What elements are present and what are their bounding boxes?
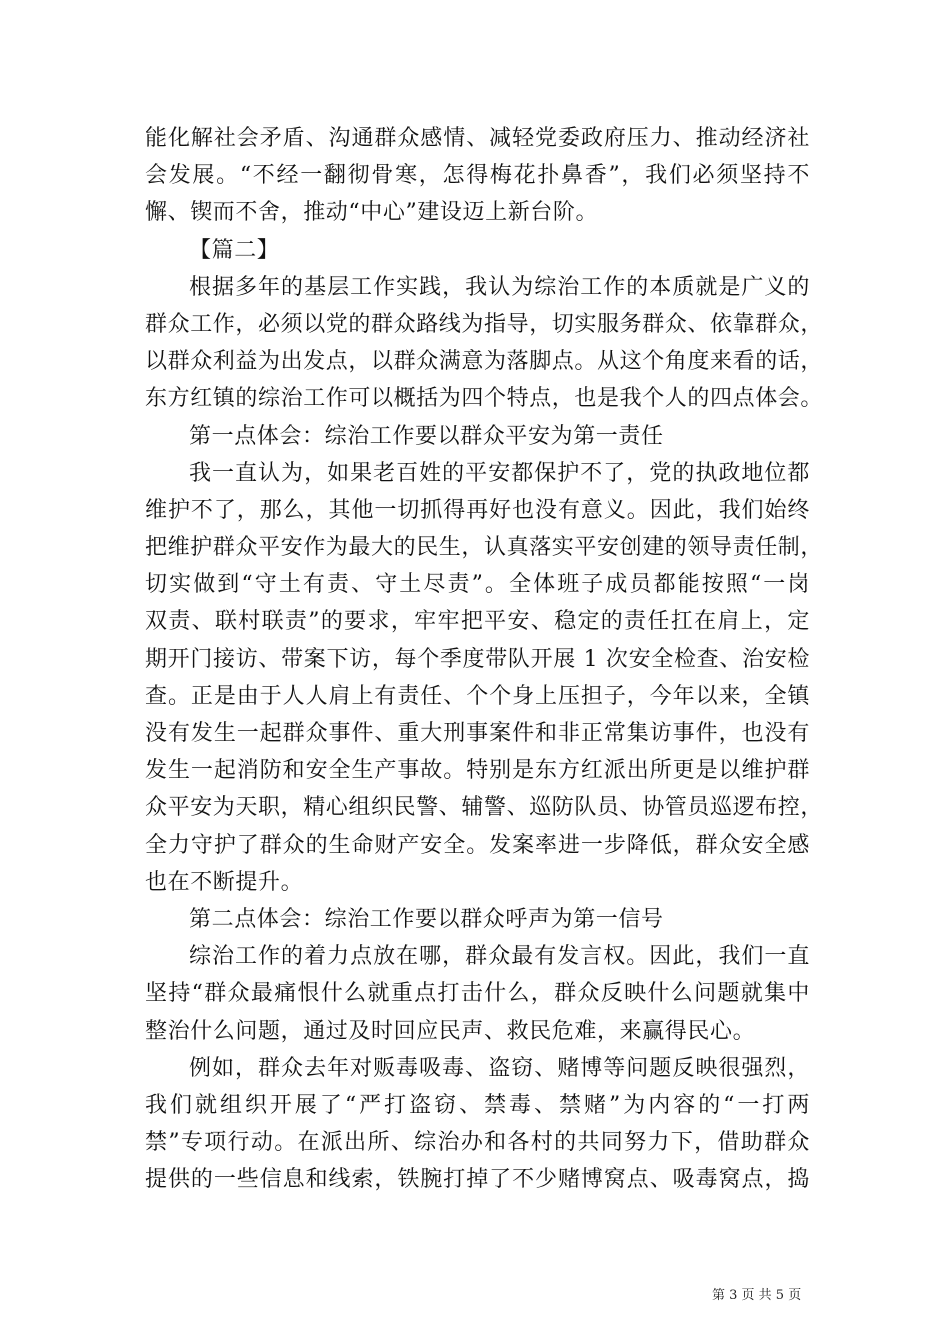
text-line-13: 切实做到“守土有责、守土尽责”。全体班子成员都能按照“一岗 — [145, 572, 810, 598]
text-line-15: 期开门接访、带案下访，每个季度带队开展 1 次安全检查、治安检 — [145, 646, 810, 672]
text-line-3: 懈、锲而不舍，推动“中心”建设迈上新台阶。 — [145, 200, 599, 226]
text-line-25: 整治什么问题，通过及时回应民声、救民危难，来赢得民心。 — [145, 1018, 756, 1044]
text-line-11: 维护不了，那么，其他一切抓得再好也没有意义。因此，我们始终 — [145, 497, 810, 523]
text-line-18: 发生一起消防和安全生产事故。特别是东方红派出所更是以维护群 — [145, 758, 810, 784]
text-line-16: 查。正是由于人人肩上有责任、个个身上压担子，今年以来，全镇 — [145, 683, 810, 709]
text-line-17: 没有发生一起群众事件、重大刑事案件和非正常集访事件，也没有 — [145, 721, 810, 746]
subheading-point-one: 第一点体会：综治工作要以群众平安为第一责任 — [189, 423, 664, 449]
subheading-point-two: 第二点体会：综治工作要以群众呼声为第一信号 — [189, 906, 664, 932]
text-line-7: 以群众利益为出发点，以群众满意为落脚点。从这个角度来看的话， — [145, 349, 824, 375]
document-body — [145, 120, 824, 1198]
text-line-6: 群众工作，必须以党的群众路线为指导，切实服务群众、依靠群众， — [145, 311, 824, 337]
text-line-24: 坚持“群众最痛恨什么就重点打击什么，群众反映什么问题就集中 — [145, 981, 810, 1007]
page-number-footer: 第 3 页 共 5 页 — [712, 1288, 802, 1303]
text-line-10: 我一直认为，如果老百姓的平安都保护不了，党的执政地位都 — [189, 460, 810, 486]
text-line-29: 提供的一些信息和线索，铁腕打掉了不少赌博窝点、吸毒窝点，捣 — [145, 1167, 810, 1193]
text-line-2: 会发展。“不经一翻彻骨寒，怎得梅花扑鼻香”，我们必须坚持不 — [145, 163, 810, 189]
text-line-19: 众平安为天职，精心组织民警、辅警、巡防队员、协管员巡逻布控， — [145, 795, 824, 821]
text-line-8: 东方红镇的综治工作可以概括为四个特点，也是我个人的四点体会。 — [145, 386, 824, 412]
text-line-5: 根据多年的基层工作实践，我认为综治工作的本质就是广义的 — [189, 274, 810, 300]
text-line-26: 例如，群众去年对贩毒吸毒、盗窃、赌博等问题反映很强烈， — [189, 1055, 810, 1081]
text-line-1: 能化解社会矛盾、沟通群众感情、减轻党委政府压力、推动经济社 — [145, 126, 810, 151]
text-line-12: 把维护群众平安作为最大的民生，认真落实平安创建的领导责任制， — [145, 535, 824, 561]
text-line-20: 全力守护了群众的生命财产安全。发案率进一步降低，群众安全感 — [145, 832, 810, 858]
text-line-23: 综治工作的着力点放在哪，群众最有发言权。因此，我们一直 — [189, 944, 810, 970]
text-line-27: 我们就组织开展了“严打盗窃、禁毒、禁赌”为内容的“一打两 — [145, 1092, 810, 1118]
section-heading-pian-er: 【篇二】 — [189, 237, 280, 263]
text-line-28: 禁”专项行动。在派出所、综治办和各村的共同努力下，借助群众 — [145, 1130, 810, 1156]
text-line-21: 也在不断提升。 — [145, 869, 304, 895]
text-line-14: 双责、联村联责”的要求，牢牢把平安、稳定的责任扛在肩上，定 — [145, 609, 810, 635]
